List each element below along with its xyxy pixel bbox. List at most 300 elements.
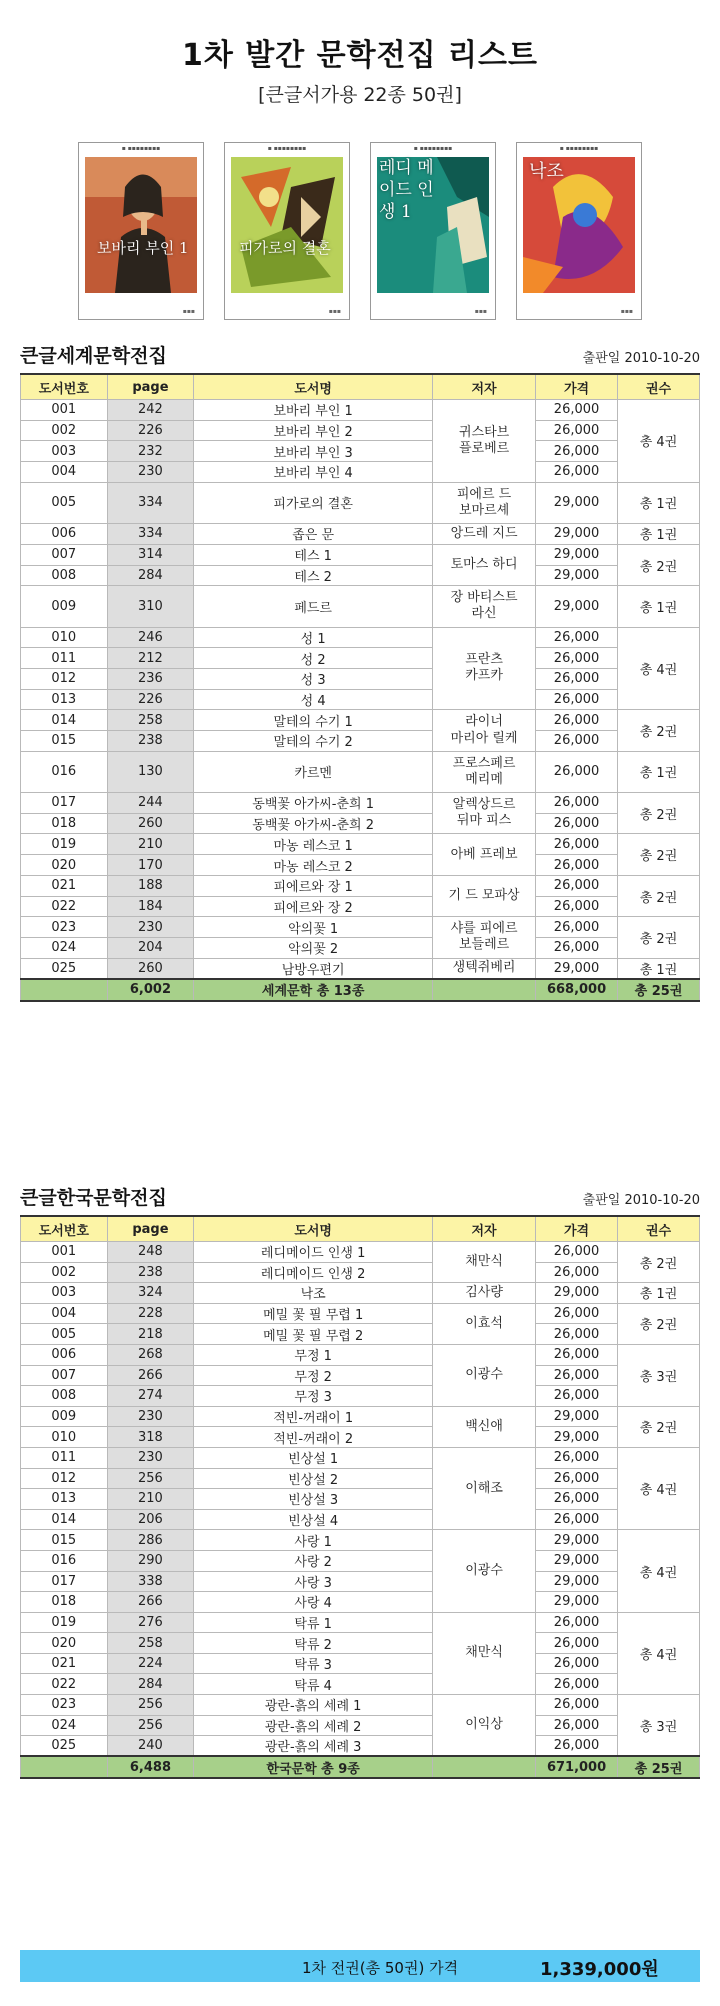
- book-cover[interactable]: [224, 142, 350, 320]
- page-count: 188: [107, 875, 194, 896]
- book-price: 26,000: [536, 937, 618, 958]
- page-count: 230: [107, 917, 194, 938]
- cover-title: 낙조: [529, 161, 564, 182]
- book-number: 005: [21, 482, 108, 523]
- book-number: 001: [21, 400, 108, 421]
- book-price: 26,000: [536, 400, 618, 421]
- table-row: [21, 627, 700, 648]
- book-cover[interactable]: [516, 142, 642, 320]
- total-row: [21, 979, 700, 1001]
- book-number: 017: [21, 793, 108, 814]
- book-number: 025: [21, 1736, 108, 1757]
- book-number: 020: [21, 1633, 108, 1654]
- column-header-no: 도서번호: [21, 374, 108, 400]
- table-row: [21, 1715, 700, 1736]
- volume-count: 총 3권: [618, 1344, 700, 1406]
- table-row: [21, 751, 700, 792]
- book-number: 006: [21, 1344, 108, 1365]
- book-price: 26,000: [536, 1365, 618, 1386]
- book-number: 010: [21, 627, 108, 648]
- table-row: [21, 1447, 700, 1468]
- page-count: 238: [107, 1262, 194, 1283]
- book-title: 마농 레스코 2: [194, 855, 433, 876]
- book-price: 29,000: [536, 958, 618, 979]
- book-price: 26,000: [536, 627, 618, 648]
- cover-publisher-mark: ▪▪▪: [474, 308, 487, 315]
- cover-art: [85, 157, 197, 293]
- page-count: 224: [107, 1653, 194, 1674]
- book-title: 탁류 3: [194, 1653, 433, 1674]
- book-number: 013: [21, 689, 108, 710]
- volume-count: 총 2권: [618, 544, 700, 585]
- table-row: [21, 1427, 700, 1448]
- book-price: 26,000: [536, 441, 618, 462]
- book-number: 021: [21, 1653, 108, 1674]
- table-row: [21, 482, 700, 523]
- page-count: 256: [107, 1715, 194, 1736]
- page-count: 226: [107, 420, 194, 441]
- book-price: 29,000: [536, 544, 618, 565]
- book-title: 메밀 꽃 필 무렵 2: [194, 1324, 433, 1345]
- book-price: 29,000: [536, 1571, 618, 1592]
- book-price: 26,000: [536, 1242, 618, 1263]
- author-name: [433, 1283, 536, 1304]
- author-name: [433, 1344, 536, 1406]
- volume-count: 총 2권: [618, 1303, 700, 1344]
- author-name: [433, 400, 536, 483]
- book-title: 카르멘: [194, 751, 433, 792]
- author-name-line: 채만식: [465, 1253, 503, 1269]
- table-row: [21, 648, 700, 669]
- column-header-price: 가격: [536, 1216, 618, 1242]
- total-blank: [21, 979, 108, 1001]
- book-price: 26,000: [536, 1633, 618, 1654]
- book-number: 019: [21, 834, 108, 855]
- author-name: [433, 586, 536, 627]
- book-title: 탁류 1: [194, 1612, 433, 1633]
- book-number: 009: [21, 1406, 108, 1427]
- book-number: 004: [21, 1303, 108, 1324]
- column-header-title: 도서명: [194, 374, 433, 400]
- book-title: 말테의 수기 1: [194, 710, 433, 731]
- book-title: 사랑 1: [194, 1530, 433, 1551]
- section-title: 큰글한국문학전집: [20, 1187, 167, 1209]
- book-price: 26,000: [536, 917, 618, 938]
- book-title: 테스 2: [194, 565, 433, 586]
- korean-book-table: [20, 1215, 700, 1779]
- author-name: [433, 751, 536, 792]
- section-title: 큰글세계문학전집: [20, 345, 167, 367]
- book-title: 보바리 부인 3: [194, 441, 433, 462]
- table-row: [21, 896, 700, 917]
- book-price: 26,000: [536, 1612, 618, 1633]
- table-row: [21, 1324, 700, 1345]
- book-price: 26,000: [536, 1509, 618, 1530]
- author-name-line: 프란츠: [465, 652, 503, 668]
- book-title: 적빈-꺼래이 1: [194, 1406, 433, 1427]
- book-price: 26,000: [536, 1386, 618, 1407]
- book-title: 레디메이드 인생 2: [194, 1262, 433, 1283]
- page-count: 228: [107, 1303, 194, 1324]
- author-name: [433, 1612, 536, 1694]
- book-price: 29,000: [536, 1283, 618, 1304]
- author-name-line: 아베 프레보: [450, 846, 518, 862]
- page-count: 266: [107, 1592, 194, 1613]
- book-title: 사랑 3: [194, 1571, 433, 1592]
- volume-count: 총 4권: [618, 400, 700, 483]
- author-name-line: 귀스타브: [458, 424, 510, 440]
- table-row: [21, 1489, 700, 1510]
- volume-count: 총 1권: [618, 586, 700, 627]
- book-number: 012: [21, 668, 108, 689]
- author-name: [433, 1242, 536, 1283]
- book-cover[interactable]: [78, 142, 204, 320]
- table-row: [21, 1530, 700, 1551]
- table-row: [21, 875, 700, 896]
- book-title: 피에르와 장 2: [194, 896, 433, 917]
- table-row: [21, 1406, 700, 1427]
- page-count: 256: [107, 1468, 194, 1489]
- book-number: 017: [21, 1571, 108, 1592]
- page-count: 218: [107, 1324, 194, 1345]
- column-header-no: 도서번호: [21, 1216, 108, 1242]
- volume-count: 총 3권: [618, 1695, 700, 1757]
- author-name-line: 이광수: [465, 1367, 503, 1383]
- page-title: 1차 발간 문학전집 리스트: [181, 38, 538, 73]
- book-price: 26,000: [536, 896, 618, 917]
- book-title: 보바리 부인 4: [194, 462, 433, 483]
- book-title: 광란-흙의 세례 3: [194, 1736, 433, 1757]
- book-number: 007: [21, 544, 108, 565]
- author-name-line: 장 바티스트: [450, 590, 518, 606]
- total-blank: [433, 1756, 536, 1778]
- book-number: 008: [21, 1386, 108, 1407]
- book-price: 26,000: [536, 1447, 618, 1468]
- page-count: 248: [107, 1242, 194, 1263]
- cover-art: [231, 157, 343, 293]
- author-name-line: 카프카: [465, 668, 503, 684]
- page-count: 266: [107, 1365, 194, 1386]
- column-header-page: page: [107, 1216, 194, 1242]
- table-row: [21, 937, 700, 958]
- page-count: 206: [107, 1509, 194, 1530]
- column-header-title: 도서명: [194, 1216, 433, 1242]
- book-number: 005: [21, 1324, 108, 1345]
- table-row: [21, 420, 700, 441]
- book-title: 빈상설 2: [194, 1468, 433, 1489]
- book-price: 26,000: [536, 1344, 618, 1365]
- table-row: [21, 731, 700, 752]
- page-count: 210: [107, 1489, 194, 1510]
- page-count: 204: [107, 937, 194, 958]
- table-header-row: [21, 374, 700, 400]
- book-title: 메밀 꽃 필 무렵 1: [194, 1303, 433, 1324]
- table-row: [21, 441, 700, 462]
- page-count: 184: [107, 896, 194, 917]
- page-count: 334: [107, 524, 194, 545]
- book-number: 003: [21, 441, 108, 462]
- book-price: 29,000: [536, 565, 618, 586]
- total-pages: 6,488: [107, 1756, 194, 1778]
- book-title: 무정 3: [194, 1386, 433, 1407]
- total-pages: 6,002: [107, 979, 194, 1001]
- book-title: 적빈-꺼래이 2: [194, 1427, 433, 1448]
- volume-count: 총 1권: [618, 1283, 700, 1304]
- book-title: 보바리 부인 2: [194, 420, 433, 441]
- book-title: 피가로의 결혼: [194, 482, 433, 523]
- author-name-line: 이익상: [465, 1717, 503, 1733]
- author-name-line: 백신애: [465, 1418, 503, 1434]
- page-count: 338: [107, 1571, 194, 1592]
- page-count: 284: [107, 565, 194, 586]
- table-row: [21, 917, 700, 938]
- book-price: 29,000: [536, 524, 618, 545]
- book-number: 022: [21, 896, 108, 917]
- book-title: 피에르와 장 1: [194, 875, 433, 896]
- author-name: [433, 710, 536, 751]
- volume-count: 총 4권: [618, 627, 700, 710]
- volume-count: 총 2권: [618, 1406, 700, 1447]
- author-name-line: 토마스 하디: [450, 556, 518, 572]
- publish-date: 출판일 2010-10-20: [582, 351, 700, 366]
- book-cover[interactable]: [370, 142, 496, 320]
- page-count: 230: [107, 1447, 194, 1468]
- book-number: 011: [21, 1447, 108, 1468]
- volume-count: 총 2권: [618, 917, 700, 958]
- book-title: 동백꽃 아가씨-춘희 1: [194, 793, 433, 814]
- book-title: 광란-흙의 세례 1: [194, 1695, 433, 1716]
- book-number: 023: [21, 917, 108, 938]
- book-title: 악의꽃 1: [194, 917, 433, 938]
- book-price: 26,000: [536, 1468, 618, 1489]
- page-count: 276: [107, 1612, 194, 1633]
- table-row: [21, 855, 700, 876]
- book-title: 무정 2: [194, 1365, 433, 1386]
- page-count: 170: [107, 855, 194, 876]
- book-number: 024: [21, 937, 108, 958]
- author-name: [433, 834, 536, 875]
- table-header-row: [21, 1216, 700, 1242]
- world-book-table: [20, 373, 700, 1002]
- author-name: [433, 1303, 536, 1344]
- page-count: 236: [107, 668, 194, 689]
- page-count: 334: [107, 482, 194, 523]
- book-number: 014: [21, 1509, 108, 1530]
- book-number: 013: [21, 1489, 108, 1510]
- cover-title: 레디 메이드 인생 1: [379, 158, 434, 222]
- book-price: 26,000: [536, 1489, 618, 1510]
- book-number: 023: [21, 1695, 108, 1716]
- author-name-line: 라이너: [465, 714, 503, 730]
- author-name: [433, 1406, 536, 1447]
- book-title: 광란-흙의 세례 2: [194, 1715, 433, 1736]
- page-count: 310: [107, 586, 194, 627]
- page-count: 290: [107, 1550, 194, 1571]
- table-row: [21, 1612, 700, 1633]
- volume-count: 총 2권: [618, 875, 700, 916]
- table-row: [21, 1365, 700, 1386]
- page-subtitle: [큰글서가용 22종 50권]: [258, 84, 462, 106]
- book-number: 007: [21, 1365, 108, 1386]
- table-row: [21, 1468, 700, 1489]
- book-title: 좁은 문: [194, 524, 433, 545]
- grand-total-bar: [20, 1950, 700, 1982]
- table-row: [21, 689, 700, 710]
- cover-title: 피가로의 결혼: [239, 239, 331, 257]
- volume-count: 총 4권: [618, 1530, 700, 1612]
- book-number: 015: [21, 731, 108, 752]
- page-count: 226: [107, 689, 194, 710]
- column-header-author: 저자: [433, 1216, 536, 1242]
- book-price: 29,000: [536, 1592, 618, 1613]
- table-row: [21, 1592, 700, 1613]
- author-name: [433, 544, 536, 585]
- author-name-line: 피에르 드: [456, 486, 512, 502]
- author-name: [433, 1447, 536, 1529]
- book-covers: [78, 142, 642, 322]
- book-number: 025: [21, 958, 108, 979]
- page-count: 258: [107, 1633, 194, 1654]
- column-header-page: page: [107, 374, 194, 400]
- book-price: 26,000: [536, 793, 618, 814]
- total-blank: [21, 1756, 108, 1778]
- book-price: 29,000: [536, 1406, 618, 1427]
- book-title: 사랑 2: [194, 1550, 433, 1571]
- book-title: 무정 1: [194, 1344, 433, 1365]
- page-count: 284: [107, 1674, 194, 1695]
- cover-publisher-mark: ▪▪▪: [182, 308, 195, 315]
- book-title: 말테의 수기 2: [194, 731, 433, 752]
- book-title: 성 1: [194, 627, 433, 648]
- book-number: 024: [21, 1715, 108, 1736]
- author-name-line: 샤를 피에르: [450, 921, 518, 937]
- volume-count: 총 1권: [618, 958, 700, 979]
- book-number: 018: [21, 1592, 108, 1613]
- book-title: 동백꽃 아가씨-춘희 2: [194, 813, 433, 834]
- book-number: 021: [21, 875, 108, 896]
- book-price: 26,000: [536, 813, 618, 834]
- page-count: 244: [107, 793, 194, 814]
- author-name-line: 알렉상드르: [452, 797, 516, 813]
- book-title: 성 4: [194, 689, 433, 710]
- table-row: [21, 1674, 700, 1695]
- book-price: 26,000: [536, 689, 618, 710]
- book-title: 빈상설 3: [194, 1489, 433, 1510]
- book-number: 009: [21, 586, 108, 627]
- table-row: [21, 400, 700, 421]
- table-row: [21, 834, 700, 855]
- publish-date: 출판일 2010-10-20: [582, 1193, 700, 1208]
- book-price: 26,000: [536, 668, 618, 689]
- book-title: 남방우편기: [194, 958, 433, 979]
- book-title: 마농 레스코 1: [194, 834, 433, 855]
- book-price: 26,000: [536, 420, 618, 441]
- book-price: 29,000: [536, 586, 618, 627]
- total-price: 668,000: [536, 979, 618, 1001]
- author-name: [433, 482, 536, 523]
- table-row: [21, 1653, 700, 1674]
- author-name-line: 기 드 모파상: [448, 887, 520, 903]
- total-volumes: 총 25권: [618, 1756, 700, 1778]
- author-name-line: 이광수: [465, 1562, 503, 1578]
- book-title: 성 3: [194, 668, 433, 689]
- book-number: 001: [21, 1242, 108, 1263]
- table-row: [21, 1633, 700, 1654]
- volume-count: 총 1권: [618, 751, 700, 792]
- table-row: [21, 1283, 700, 1304]
- total-title: 한국문학 총 9종: [194, 1756, 433, 1778]
- volume-count: 총 2권: [618, 710, 700, 751]
- author-name-line: 이효석: [465, 1315, 503, 1331]
- book-price: 26,000: [536, 462, 618, 483]
- cover-series-band: ▪ ▪▪▪▪▪▪▪▪: [559, 145, 599, 152]
- book-number: 002: [21, 1262, 108, 1283]
- table-row: [21, 1736, 700, 1757]
- book-price: 26,000: [536, 648, 618, 669]
- cover-series-band: ▪ ▪▪▪▪▪▪▪▪: [413, 145, 453, 152]
- book-number: 022: [21, 1674, 108, 1695]
- table-row: [21, 1303, 700, 1324]
- table-row: [21, 1262, 700, 1283]
- cover-title: 보바리 부인 1: [97, 239, 189, 257]
- book-price: 26,000: [536, 1262, 618, 1283]
- book-number: 015: [21, 1530, 108, 1551]
- book-price: 26,000: [536, 1695, 618, 1716]
- author-name-line: 보마르셰: [458, 502, 510, 518]
- page-count: 268: [107, 1344, 194, 1365]
- author-name-line: 보들레르: [458, 937, 510, 953]
- book-price: 26,000: [536, 1324, 618, 1345]
- volume-count: 총 1권: [618, 482, 700, 523]
- page-count: 314: [107, 544, 194, 565]
- author-name: [433, 524, 536, 545]
- author-name: [433, 627, 536, 710]
- volume-count: 총 4권: [618, 1447, 700, 1529]
- book-price: 26,000: [536, 1674, 618, 1695]
- grand-total-value: 1,339,000원: [540, 1959, 659, 1980]
- table-row: [21, 958, 700, 979]
- book-price: 26,000: [536, 875, 618, 896]
- volume-count: 총 1권: [618, 524, 700, 545]
- korean-section-header: [20, 1186, 700, 1212]
- author-name: [433, 917, 536, 958]
- author-name-line: 플로베르: [458, 440, 510, 456]
- book-price: 26,000: [536, 751, 618, 792]
- book-number: 018: [21, 813, 108, 834]
- page-count: 260: [107, 813, 194, 834]
- cover-series-band: ▪ ▪▪▪▪▪▪▪▪: [121, 145, 161, 152]
- book-price: 26,000: [536, 834, 618, 855]
- page-count: 286: [107, 1530, 194, 1551]
- table-row: [21, 1695, 700, 1716]
- book-number: 014: [21, 710, 108, 731]
- table-row: [21, 1344, 700, 1365]
- page-count: 232: [107, 441, 194, 462]
- page-count: 238: [107, 731, 194, 752]
- page-count: 274: [107, 1386, 194, 1407]
- author-name: [433, 1695, 536, 1757]
- table-row: [21, 1571, 700, 1592]
- column-header-author: 저자: [433, 374, 536, 400]
- total-price: 671,000: [536, 1756, 618, 1778]
- table-row: [21, 1550, 700, 1571]
- total-title: 세계문학 총 13종: [194, 979, 433, 1001]
- page-count: 246: [107, 627, 194, 648]
- book-title: 빈상설 4: [194, 1509, 433, 1530]
- cover-series-band: ▪ ▪▪▪▪▪▪▪▪: [267, 145, 307, 152]
- book-number: 012: [21, 1468, 108, 1489]
- table-row: [21, 544, 700, 565]
